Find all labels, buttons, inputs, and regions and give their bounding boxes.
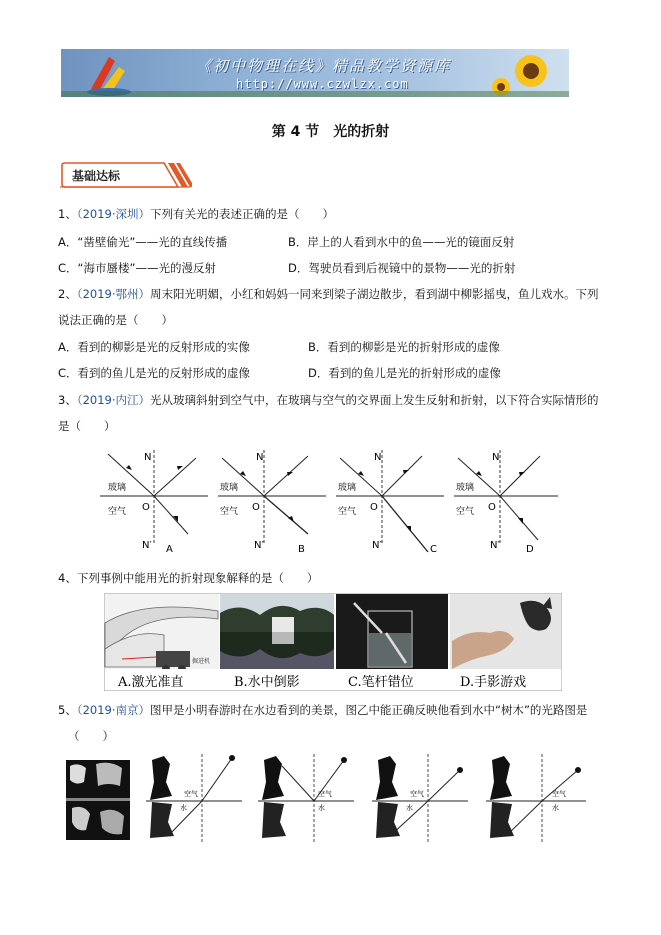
question-2-stem: 2、（2019·鄂州）周末阳光明媚，小红和妈妈一同来到梁子湖边散步，看到湖中柳影摇曳，鱼儿戏水。下列 [58,287,599,301]
svg-text:B: B [298,544,305,555]
q5-photo-jia [66,760,130,840]
question-3-stem: 3、（2019·内江）光从玻璃斜射到空气中，在玻璃与空气的交界面上发生反射和折射，以下符合实际情形的 [58,393,599,407]
q4-photo-c[interactable] [336,594,448,690]
q1-option-a[interactable]: A．“凿壁偷光”——光的直线传播 [58,235,228,249]
svg-text:玻璃: 玻璃 [220,483,239,493]
question-5-source: （2019·南京） [76,703,150,717]
banner-title: 《初中物理在线》精品教学资源库 [196,57,452,75]
svg-text:水: 水 [180,804,187,812]
svg-text:空气: 空气 [318,790,332,798]
q4-photo-d[interactable] [450,594,561,690]
q4-photos [104,593,562,691]
q3-diagram-d[interactable] [454,450,558,555]
question-5-stem: 5、（2019·南京）图甲是小明春游时在水边看到的美景，图乙中能正确反映他看到水中“树木”的光路图是 [58,703,588,717]
svg-text:玻璃: 玻璃 [338,483,357,493]
q1-option-b[interactable]: B．岸上的人看到水中的鱼——光的镜面反射 [288,235,515,249]
svg-text:N′: N′ [254,540,264,551]
svg-text:N: N [256,452,264,463]
question-4-stem: 4、下列事例中能用光的折射现象解释的是（ ） [58,571,319,585]
svg-text:C: C [430,544,437,555]
q4-photo-a[interactable] [105,594,219,690]
q3-diagrams [100,444,560,562]
question-5-stem-cont: （ ） [68,729,114,743]
svg-text:水: 水 [406,804,413,812]
q1-option-d[interactable]: D．驾驶员看到后视镜中的景物——光的折射 [288,261,516,275]
svg-text:玻璃: 玻璃 [456,483,475,493]
question-2-stem-cont: 说法正确的是（ ） [58,313,173,327]
q4-photo-b[interactable] [220,594,334,690]
svg-text:D: D [526,544,534,555]
svg-text:空气: 空气 [184,790,198,798]
question-1-stem: 1、（2019·深圳）下列有关光的表述正确的是（ ） [58,207,334,221]
section-label: 基础达标 [72,169,121,183]
svg-text:空气: 空气 [108,507,127,517]
svg-text:O: O [142,502,150,513]
svg-text:空气: 空气 [456,507,475,517]
svg-text:N: N [374,452,382,463]
banner-url[interactable]: http://www.czwlzx.com [236,77,409,91]
q4-caption-a: A.激光准直 [118,675,184,690]
svg-text:O: O [252,502,260,513]
q5-option-a[interactable] [146,754,242,844]
header-banner [61,49,569,97]
q4-photo-a-tag: 掘进机 [192,658,211,665]
svg-text:玻璃: 玻璃 [108,483,127,493]
svg-text:空气: 空气 [220,507,239,517]
q4-caption-b: B.水中倒影 [234,675,300,690]
q5-option-d[interactable] [486,754,586,844]
q2-option-b[interactable]: B．看到的柳影是光的折射形成的虚像 [308,340,500,354]
q3-diagram-c[interactable] [336,450,444,555]
svg-text:水: 水 [552,804,559,812]
q5-option-c[interactable] [372,754,468,844]
question-3-stem-cont: 是（ ） [58,419,116,433]
logo-icon [87,57,131,96]
q2-option-a[interactable]: A．看到的柳影是光的反射形成的实像 [58,340,250,354]
question-3-source: （2019·内江） [76,393,150,407]
svg-text:N′: N′ [372,540,382,551]
q3-diagram-a[interactable] [100,450,208,555]
svg-text:空气: 空气 [338,507,357,517]
q1-option-c[interactable]: C．“海市蜃楼”——光的漫反射 [58,261,216,275]
question-2-source: （2019·鄂州） [76,287,150,301]
q2-option-c[interactable]: C．看到的鱼儿是光的反射形成的虚像 [58,366,251,380]
q3-diagram-b[interactable] [218,450,326,555]
svg-text:空气: 空气 [410,790,424,798]
q5-diagrams [66,752,606,844]
page-title: 第 4 节 光的折射 [271,124,390,140]
q4-caption-d: D.手影游戏 [460,675,527,690]
svg-text:N′: N′ [490,540,500,551]
svg-text:O: O [370,502,378,513]
svg-text:A: A [166,544,173,555]
svg-text:N′: N′ [142,540,152,551]
q4-caption-c: C.笔杆错位 [348,675,414,690]
svg-text:O: O [488,502,496,513]
svg-text:空气: 空气 [552,790,566,798]
svg-text:N: N [144,452,152,463]
q2-option-d[interactable]: D．看到的鱼儿是光的折射形成的虚像 [308,366,501,380]
svg-text:N: N [492,452,500,463]
q5-option-b[interactable] [258,754,354,844]
svg-text:水: 水 [318,804,325,812]
question-1-source: （2019·深圳） [76,207,150,221]
